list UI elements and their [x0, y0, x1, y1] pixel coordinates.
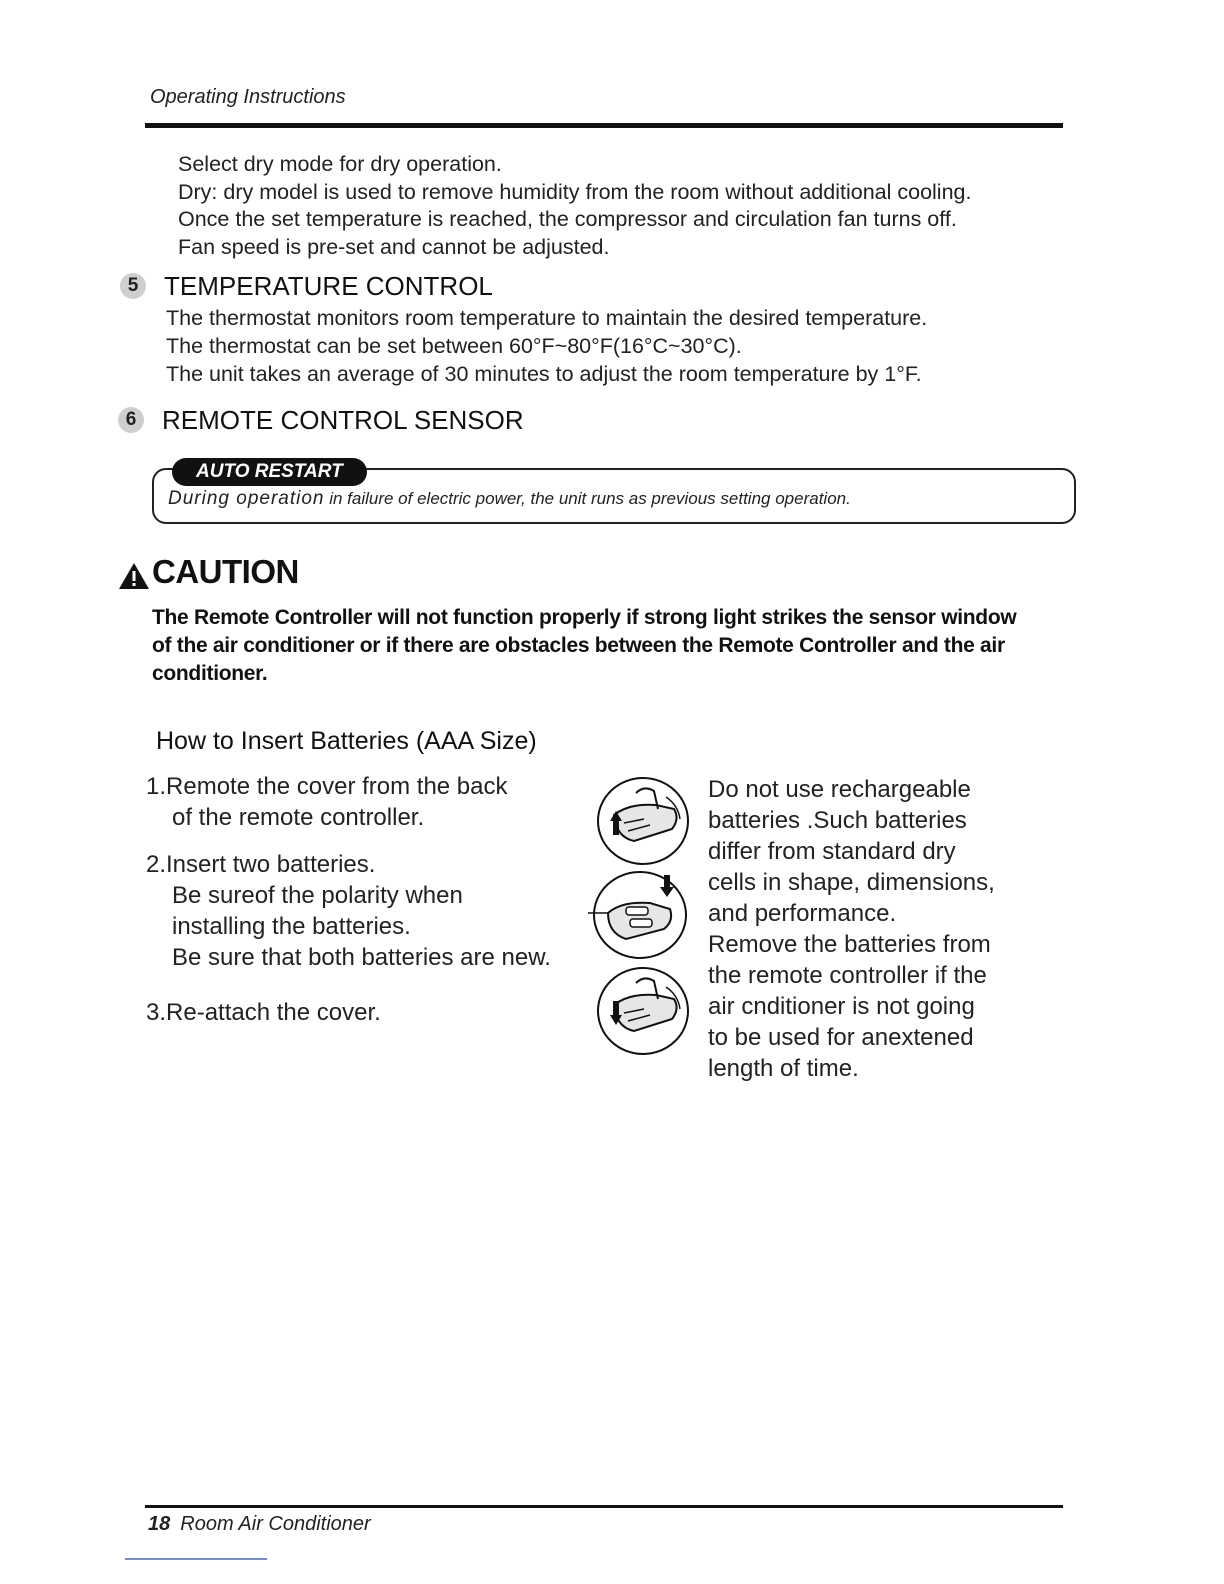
auto-restart-text-lead: During operation	[168, 488, 325, 509]
note-line-6: Remove the batteries from	[708, 931, 991, 958]
step-3-line-1: 3.Re-attach the cover.	[146, 999, 381, 1026]
footer-title: Room Air Conditioner	[180, 1513, 371, 1535]
section-5-badge: 5	[120, 273, 146, 299]
note-line-3: differ from standard dry	[708, 838, 956, 865]
reattach-cover-icon	[594, 965, 692, 1057]
step-2-line-4: Be sure that both batteries are new.	[172, 944, 551, 971]
step-2-line-3: installing the batteries.	[172, 913, 411, 940]
temp-line-3: The unit takes an average of 30 minutes to adjust the room temperature by 1°F.	[166, 362, 922, 386]
step-1-line-1: 1.Remote the cover from the back	[146, 773, 508, 800]
note-line-10: length of time.	[708, 1055, 859, 1082]
auto-restart-label: AUTO RESTART	[172, 458, 367, 486]
dry-line-2: Dry: dry model is used to remove humidity from the room without additional cooling.	[178, 180, 972, 204]
step-2-line-2: Be sureof the polarity when	[172, 882, 463, 909]
caution-title: CAUTION	[152, 553, 299, 590]
note-line-1: Do not use rechargeable	[708, 776, 971, 803]
step-2-line-1: 2.Insert two batteries.	[146, 851, 376, 878]
temperature-control-title: TEMPERATURE CONTROL	[164, 271, 493, 301]
batteries-title: How to Insert Batteries (AAA Size)	[156, 727, 537, 755]
footer-divider	[145, 1505, 1063, 1508]
note-line-7: the remote controller if the	[708, 962, 987, 989]
page-number: 18	[148, 1513, 171, 1535]
caution-line-3: conditioner.	[152, 662, 268, 685]
note-line-9: to be used for anextened	[708, 1024, 974, 1051]
insert-batteries-icon	[578, 869, 692, 961]
page-header-title: Operating Instructions	[150, 86, 346, 108]
section-6-badge: 6	[118, 407, 144, 433]
warning-triangle-icon	[118, 562, 150, 590]
caution-line-1: The Remote Controller will not function properly if strong light strikes the sensor window	[152, 606, 1017, 629]
note-line-5: and performance.	[708, 900, 897, 927]
note-line-4: cells in shape, dimensions,	[708, 869, 995, 896]
dry-line-3: Once the set temperature is reached, the compressor and circulation fan turns off.	[178, 207, 957, 231]
note-line-8: air cnditioner is not going	[708, 993, 975, 1020]
step-1-line-2: of the remote controller.	[172, 804, 425, 831]
auto-restart-text-rest: in failure of electric power, the unit runs as previous setting operation.	[324, 489, 851, 508]
header-divider	[145, 123, 1063, 128]
temp-line-1: The thermostat monitors room temperature to maintain the desired temperature.	[166, 306, 928, 330]
dry-line-1: Select dry mode for dry operation.	[178, 152, 502, 176]
remote-sensor-title: REMOTE CONTROL SENSOR	[162, 405, 524, 435]
caution-line-2: of the air conditioner or if there are obstacles between the Remote Controller and the air	[152, 634, 1005, 657]
dry-line-4: Fan speed is pre-set and cannot be adjusted.	[178, 235, 610, 259]
auto-restart-text	[168, 488, 851, 510]
page-footer	[148, 1513, 371, 1536]
temp-line-2: The thermostat can be set between 60°F~80°F(16°C~30°C).	[166, 334, 742, 358]
remove-cover-icon	[594, 775, 692, 867]
note-line-2: batteries .Such batteries	[708, 807, 967, 834]
scan-artifact-line	[125, 1558, 267, 1560]
